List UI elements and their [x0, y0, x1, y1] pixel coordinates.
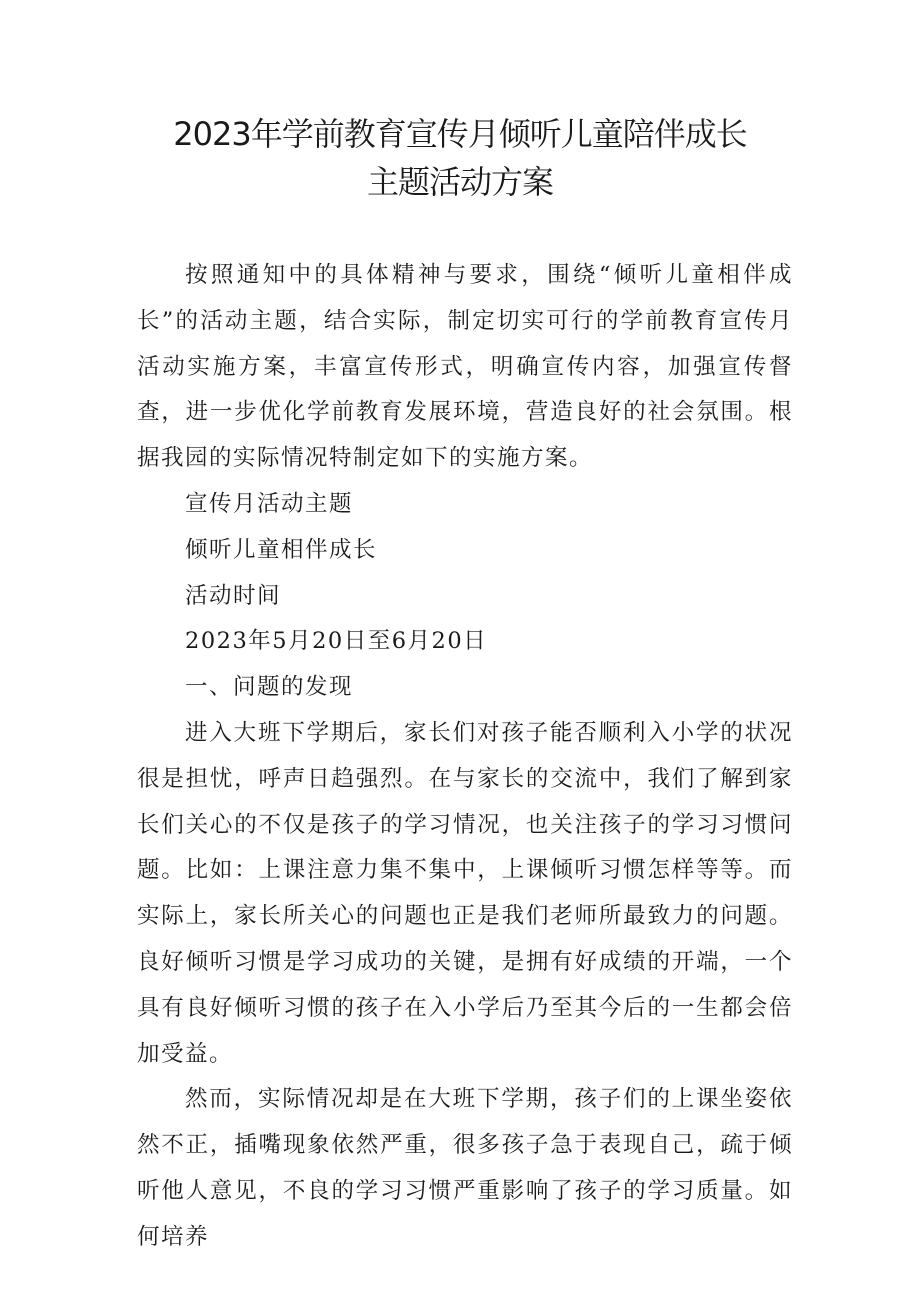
- document-body: [137, 253, 793, 1261]
- problem-paragraph-2: 然而，实际情况却是在大班下学期，孩子们的上课坐姿依然不正，插嘴现象依然严重，很多孩子急于表现自己，疏于倾听他人意见，不良的学习习惯严重影响了孩子的学习质量。如何培养: [137, 1086, 793, 1250]
- section-heading-theme: 宣传月活动主题: [185, 490, 354, 517]
- problem-paragraph-1: 进入大班下学期后，家长们对孩子能否顺利入小学的状况很是担忧，呼声日趋强烈。在与家长的交流中，我们了解到家长们关心的不仅是孩子的学习情况，也关注孩子的学习习惯问题。比如：上课注意力集不集中，上课倾听习惯怎样等等。而实际上，家长所关心的问题也正是我们老师所最致力的问题。良好倾听习惯是学习成功的关键，是拥有好成绩的开端，一个具有良好倾听习惯的孩子在入小学后乃至其今后的一生都会倍加受益。: [137, 719, 793, 1067]
- section-heading-time: 活动时间: [185, 582, 282, 609]
- section-heading-problem: 一、问题的发现: [185, 674, 354, 701]
- document-title-line-1: 2023年学前教育宣传月倾听儿童陪伴成长: [173, 115, 747, 153]
- intro-paragraph: 按照通知中的具体精神与要求，围绕“倾听儿童相伴成长”的活动主题，结合实际，制定切实可行的学前教育宣传月活动实施方案，丰富宣传形式，明确宣传内容，加强宣传督查，进一步优化学前教育发展环境，营造良好的社会氛围。根据我园的实际情况特制定如下的实施方案。: [137, 262, 793, 472]
- theme-text: 倾听儿童相伴成长: [185, 536, 378, 563]
- time-text: 2023年5月20日至6月20日: [185, 628, 488, 655]
- document-title-line-2: 主题活动方案: [366, 163, 553, 201]
